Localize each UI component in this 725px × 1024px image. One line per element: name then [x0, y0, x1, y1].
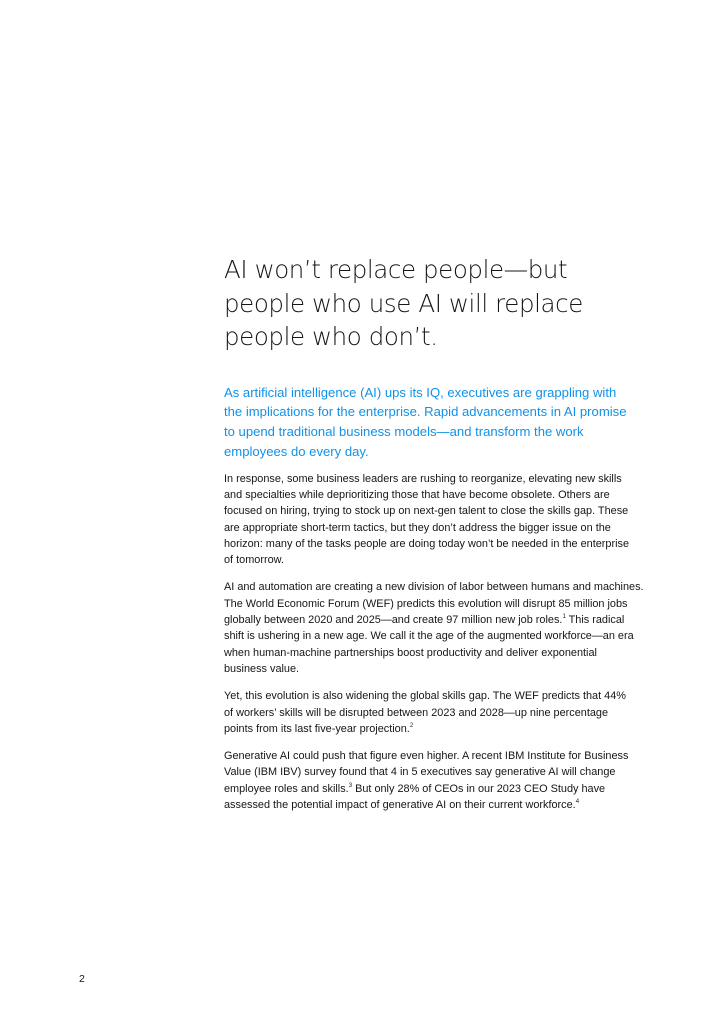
body-line-text: assessed the potential impact of generative AI on their current workforce.	[224, 799, 576, 812]
body-paragraph-skills-gap	[224, 688, 644, 737]
footnote-marker: 1	[562, 614, 566, 621]
heading-line: people who don’t.	[224, 322, 438, 351]
body-line: shift is ushering in a new age. We call it the age of the augmented workforce—an era	[224, 630, 634, 643]
body-line: and specialties while deprioritizing those that have become obsolete. Others are	[224, 488, 610, 501]
body-line: when human-machine partnerships boost productivity and deliver exponential	[224, 646, 597, 659]
body-paragraph-response	[224, 471, 644, 569]
page-heading	[224, 253, 644, 354]
body-paragraph-generative-ai	[224, 748, 644, 813]
footnote-marker: 4	[575, 799, 580, 806]
body-line: of tomorrow.	[224, 554, 284, 567]
body-line: Yet, this evolution is also widening the global skills gap. The WEF predicts that 44%	[224, 690, 626, 703]
body-line: of workers’ skills will be disrupted between 2023 and 2028—up nine percentage	[224, 706, 609, 719]
lead-line: to upend traditional business models—and transform the work	[224, 424, 584, 440]
body-line	[224, 612, 644, 628]
heading-line: people who use AI will replace	[224, 288, 583, 318]
body-line: Value (IBM IBV) survey found that 4 in 5 executives say generative AI will change	[224, 766, 616, 779]
body-line: Generative AI could push that figure even higher. A recent IBM Institute for Business	[224, 750, 629, 763]
body-line-tail: This radical	[565, 614, 625, 627]
body-line: In response, some business leaders are rushing to reorganize, elevating new skills	[224, 472, 622, 485]
body-line	[224, 721, 644, 737]
body-line: horizon: many of the tasks people are doing today won’t be needed in the enterprise	[224, 537, 630, 550]
body-line: business value.	[224, 662, 300, 675]
body-line	[224, 797, 644, 813]
lead-line: the implications for the enterprise. Rapid advancements in AI promise	[224, 404, 627, 420]
body-line: AI and automation are creating a new division of labor between humans and machines.	[224, 581, 644, 594]
lead-line: employees do every day.	[224, 443, 369, 459]
body-line-tail: But only 28% of CEOs in our 2023 CEO Study have	[352, 782, 606, 795]
body-paragraph-automation	[224, 579, 644, 677]
body-line: are appropriate short-term tactics, but they don’t address the bigger issue on the	[224, 521, 611, 534]
body-line: focused on hiring, trying to stock up on next-gen talent to close the skills gap. These	[224, 505, 629, 518]
lead-line: As artificial intelligence (AI) ups its IQ, executives are grappling with	[224, 384, 617, 400]
body-line-text: points from its last five-year projection.	[224, 722, 410, 735]
body-line-text: employee roles and skills.	[224, 782, 349, 795]
footnote-marker: 2	[409, 722, 414, 729]
body-line	[224, 781, 644, 797]
page-number: 2	[79, 973, 85, 985]
footnote-marker: 3	[348, 782, 353, 789]
heading-line: AI won’t replace people—but	[224, 255, 568, 284]
article-body	[224, 253, 644, 813]
body-line-text: globally between 2020 and 2025—and create 97 million new job roles.	[224, 614, 563, 627]
body-line: The World Economic Forum (WEF) predicts this evolution will disrupt 85 million jobs	[224, 597, 628, 610]
lead-paragraph	[224, 383, 644, 462]
